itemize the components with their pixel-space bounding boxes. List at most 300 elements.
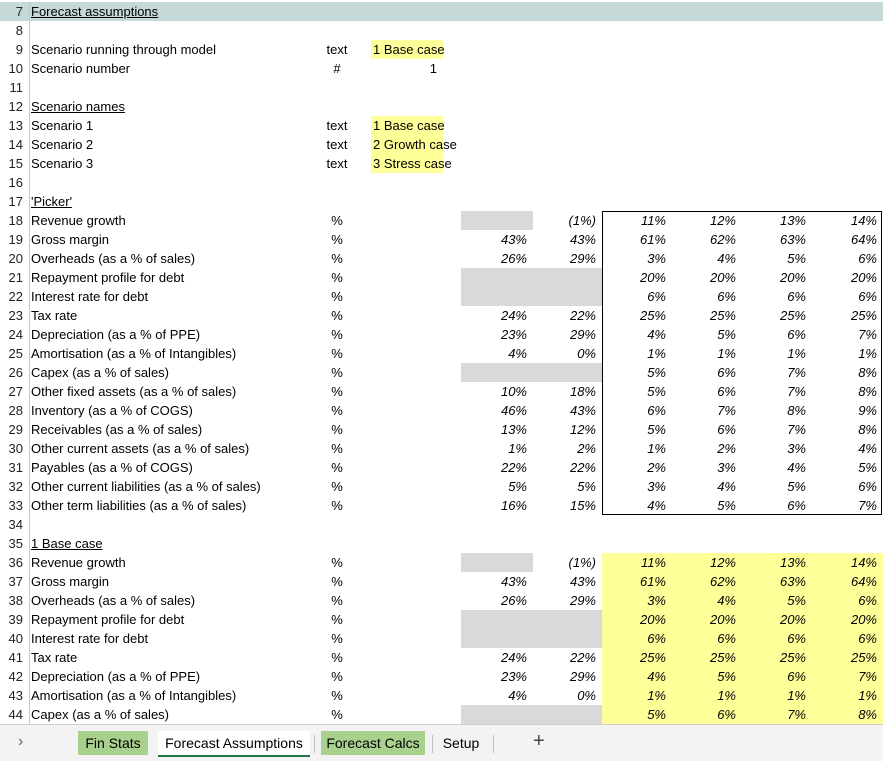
row-label[interactable]: Amortisation (as a % of Intangibles) [31,346,237,361]
forecast-value-cell[interactable]: 25% [850,308,877,323]
row-label[interactable]: Interest rate for debt [31,289,149,304]
forecast-value-cell[interactable]: 14% [850,213,877,228]
historic-value-cell[interactable]: 15% [569,498,596,513]
historic-value-cell[interactable]: 26% [500,251,527,266]
forecast-value-cell[interactable]: 11% [640,213,666,228]
forecast-value-cell[interactable]: 6% [858,289,877,304]
unit-cell[interactable]: % [331,612,343,627]
historic-value-cell[interactable]: 22% [569,650,596,665]
forecast-value-cell[interactable]: 6% [787,498,806,513]
forecast-value-cell[interactable]: 25% [709,650,736,665]
sheet-row [0,591,883,610]
forecast-value-cell[interactable]: 20% [709,270,736,285]
forecast-value-cell[interactable]: 3% [647,479,666,494]
row-number[interactable]: 16 [8,175,23,190]
row-number[interactable]: 12 [8,99,23,114]
forecast-value-cell[interactable]: 6% [717,707,736,722]
tab-setup[interactable]: Setup [442,735,480,751]
row-header-divider [29,686,30,705]
row-label[interactable]: Scenario running through model [31,42,217,57]
forecast-value-cell[interactable]: 6% [717,289,736,304]
forecast-value-cell[interactable]: 6% [647,631,666,646]
forecast-value-cell[interactable]: 4% [647,669,666,684]
sheet-row [0,515,883,534]
tab-fin-stats[interactable]: Fin Stats [78,731,148,755]
unit-cell[interactable]: # [333,61,341,76]
row-number[interactable]: 18 [8,213,23,228]
row-number[interactable]: 13 [8,118,23,133]
forecast-value-cell[interactable]: 7% [858,498,877,513]
row-header-divider [29,97,30,116]
historic-value-cell[interactable]: 5% [577,479,596,494]
scenario-number-cell[interactable]: 1 [429,61,437,76]
row-number[interactable]: 11 [9,80,23,95]
forecast-value-cell[interactable]: 7% [858,669,877,684]
forecast-value-cell[interactable]: 7% [787,707,806,722]
historic-value-cell[interactable]: 16% [500,498,527,513]
scenario-name-input[interactable]: 1 Base case [373,42,445,57]
forecast-value-cell[interactable]: 6% [858,631,877,646]
forecast-value-cell[interactable]: 12% [709,213,736,228]
historic-value-cell[interactable]: 5% [508,479,527,494]
unit-cell[interactable]: % [331,650,343,665]
tab-forecast-calcs[interactable]: Forecast Calcs [321,731,425,755]
row-label[interactable]: Capex (as a % of sales) [31,365,170,380]
row-label[interactable]: Payables (as a % of COGS) [31,460,193,475]
historic-blank-cell[interactable] [461,363,533,382]
row-header-divider [29,173,30,192]
historic-value-cell[interactable]: 22% [569,308,596,323]
forecast-value-cell[interactable]: 6% [717,365,736,380]
forecast-value-cell[interactable]: 25% [850,650,877,665]
forecast-value-cell[interactable]: 13% [779,213,806,228]
forecast-value-cell[interactable]: 20% [639,270,666,285]
unit-cell[interactable]: % [331,688,343,703]
forecast-value-cell[interactable]: 6% [647,403,666,418]
forecast-value-cell[interactable]: 5% [717,498,736,513]
historic-value-cell[interactable]: 18% [569,384,596,399]
forecast-value-cell[interactable]: 62% [709,232,736,247]
tab-separator [432,735,433,753]
row-number[interactable]: 27 [8,384,23,399]
historic-value-cell[interactable]: 24% [500,650,527,665]
row-number[interactable]: 39 [8,612,23,627]
row-label[interactable]: Scenario names [31,99,125,114]
row-header-divider [29,249,30,268]
forecast-value-cell[interactable]: 6% [717,631,736,646]
forecast-value-cell[interactable]: 20% [709,612,736,627]
row-header-divider [29,2,30,21]
historic-value-cell[interactable]: 22% [569,460,596,475]
historic-blank-cell[interactable] [533,610,602,629]
forecast-value-cell[interactable]: 3% [717,460,736,475]
forecast-value-cell[interactable]: 61% [639,232,666,247]
forecast-value-cell[interactable]: 6% [717,384,736,399]
add-sheet-icon[interactable]: + [533,730,545,752]
sheet-row [0,553,883,572]
forecast-value-cell[interactable]: 8% [858,422,877,437]
unit-cell[interactable]: % [331,441,343,456]
row-label[interactable]: Tax rate [31,308,78,323]
row-number[interactable]: 20 [8,251,23,266]
forecast-value-cell[interactable]: 7% [858,327,877,342]
forecast-value-cell[interactable]: 25% [709,308,736,323]
forecast-value-cell[interactable]: 13% [779,555,806,570]
forecast-value-cell[interactable]: 1% [647,346,666,361]
row-header-divider [29,154,30,173]
tab-forecast-assumptions[interactable]: Forecast Assumptions [158,731,310,757]
row-number[interactable]: 43 [8,688,23,703]
historic-value-cell[interactable]: 0% [577,346,596,361]
row-label[interactable]: Tax rate [31,650,78,665]
row-header-divider [29,439,30,458]
row-header-divider [29,135,30,154]
unit-cell[interactable]: % [331,574,343,589]
historic-value-cell[interactable]: 26% [500,593,527,608]
forecast-value-cell[interactable]: 8% [858,365,877,380]
unit-cell[interactable]: % [331,289,343,304]
row-number[interactable]: 36 [8,555,23,570]
forecast-value-cell[interactable]: 14% [850,555,877,570]
forecast-value-cell[interactable]: 5% [647,365,666,380]
forecast-value-cell[interactable]: 7% [717,403,736,418]
forecast-value-cell[interactable]: 5% [717,327,736,342]
forecast-value-cell[interactable]: 5% [787,251,806,266]
row-header-divider [29,40,30,59]
row-label[interactable]: Inventory (as a % of COGS) [31,403,193,418]
historic-value-cell[interactable]: 43% [500,232,527,247]
historic-value-cell[interactable]: 23% [500,327,527,342]
forecast-value-cell[interactable]: 25% [639,308,666,323]
row-label[interactable]: 'Picker' [31,194,73,209]
forecast-value-cell[interactable]: 7% [787,384,806,399]
forecast-value-cell[interactable]: 6% [647,289,666,304]
forecast-value-cell[interactable]: 6% [787,669,806,684]
forecast-value-cell[interactable]: 4% [717,479,736,494]
row-number[interactable]: 23 [8,308,23,323]
forecast-value-cell[interactable]: 25% [779,650,806,665]
historic-value-cell[interactable]: 10% [500,384,527,399]
historic-blank-cell[interactable] [533,629,602,648]
historic-value-cell[interactable]: 24% [500,308,527,323]
forecast-value-cell[interactable]: 4% [717,593,736,608]
historic-blank-cell[interactable] [461,287,533,306]
row-label[interactable]: Capex (as a % of sales) [31,707,170,722]
row-label[interactable]: Forecast assumptions [31,4,159,19]
scroll-tabs-icon[interactable]: › [18,733,24,750]
unit-cell[interactable]: % [331,232,343,247]
row-number[interactable]: 44 [8,707,23,722]
row-header-divider [29,458,30,477]
historic-blank-cell[interactable] [533,287,602,306]
forecast-value-cell[interactable]: 8% [858,384,877,399]
historic-value-cell[interactable]: 22% [500,460,527,475]
forecast-value-cell[interactable]: 8% [787,403,806,418]
historic-value-cell[interactable]: 23% [500,669,527,684]
unit-cell[interactable]: % [331,365,343,380]
row-number[interactable]: 38 [8,593,23,608]
row-number[interactable]: 30 [8,441,23,456]
row-number[interactable]: 9 [15,42,23,57]
unit-cell[interactable]: % [331,593,343,608]
unit-cell[interactable]: % [331,327,343,342]
forecast-value-cell[interactable]: 8% [858,707,877,722]
forecast-value-cell[interactable]: 6% [787,631,806,646]
row-label[interactable]: Amortisation (as a % of Intangibles) [31,688,237,703]
forecast-value-cell[interactable]: 7% [787,422,806,437]
row-header-divider [29,477,30,496]
row-number[interactable]: 24 [8,327,23,342]
forecast-value-cell[interactable]: 1% [647,441,666,456]
row-number[interactable]: 25 [8,346,23,361]
forecast-value-cell[interactable]: 5% [647,707,666,722]
unit-cell[interactable]: % [331,213,343,228]
forecast-value-cell[interactable]: 5% [787,479,806,494]
row-number[interactable]: 8 [15,23,23,38]
row-label[interactable]: Overheads (as a % of sales) [31,251,196,266]
row-label[interactable]: Other current assets (as a % of sales) [31,441,250,456]
unit-cell[interactable]: % [331,270,343,285]
row-label[interactable]: 1 Base case [31,536,103,551]
historic-blank-cell[interactable] [533,363,602,382]
row-label[interactable]: Overheads (as a % of sales) [31,593,196,608]
historic-value-cell[interactable]: 12% [569,422,596,437]
historic-blank-cell[interactable] [533,268,602,287]
row-number[interactable]: 41 [8,650,23,665]
historic-value-cell[interactable]: 29% [569,251,596,266]
historic-value-cell[interactable]: (1%) [568,213,596,228]
forecast-value-cell[interactable]: 1% [858,688,877,703]
historic-blank-cell[interactable] [461,268,533,287]
forecast-value-cell[interactable]: 64% [850,232,877,247]
forecast-value-cell[interactable]: 12% [709,555,736,570]
row-header-divider [29,344,30,363]
sheet-row [0,21,883,40]
forecast-value-cell[interactable]: 4% [717,251,736,266]
row-number[interactable]: 32 [8,479,23,494]
row-label[interactable]: Other fixed assets (as a % of sales) [31,384,237,399]
forecast-value-cell[interactable]: 3% [787,441,806,456]
historic-blank-cell[interactable] [461,610,533,629]
row-number[interactable]: 28 [8,403,23,418]
row-label[interactable]: Revenue growth [31,213,126,228]
row-header-divider [29,230,30,249]
sheet-row [0,572,883,591]
forecast-value-cell[interactable]: 2% [647,460,666,475]
forecast-value-cell[interactable]: 9% [858,403,877,418]
forecast-value-cell[interactable]: 20% [850,270,877,285]
forecast-value-cell[interactable]: 6% [858,479,877,494]
forecast-value-cell[interactable]: 5% [787,593,806,608]
row-number[interactable]: 17 [8,194,23,209]
forecast-value-cell[interactable]: 6% [858,593,877,608]
forecast-value-cell[interactable]: 64% [850,574,877,589]
historic-blank-cell[interactable] [533,705,602,724]
row-header-divider [29,591,30,610]
forecast-value-cell[interactable]: 63% [779,232,806,247]
historic-blank-cell[interactable] [461,705,533,724]
historic-value-cell[interactable]: 1% [508,441,527,456]
historic-value-cell[interactable]: 4% [508,688,527,703]
forecast-value-cell[interactable]: 5% [858,460,877,475]
forecast-value-cell[interactable]: 1% [717,346,736,361]
row-label[interactable]: Scenario number [31,61,130,76]
historic-value-cell[interactable]: 29% [569,669,596,684]
row-number[interactable]: 40 [8,631,23,646]
row-number[interactable]: 31 [8,460,23,475]
unit-cell[interactable]: % [331,346,343,361]
historic-value-cell[interactable]: (1%) [568,555,596,570]
unit-cell[interactable]: text [326,118,348,133]
unit-cell[interactable]: % [331,308,343,323]
historic-value-cell[interactable]: 29% [569,593,596,608]
row-number[interactable]: 37 [8,574,23,589]
sheet-row [0,173,883,192]
row-label[interactable]: Repayment profile for debt [31,270,185,285]
forecast-value-cell[interactable]: 20% [779,612,806,627]
row-label[interactable]: Depreciation (as a % of PPE) [31,327,201,342]
row-number[interactable]: 34 [8,517,23,532]
historic-value-cell[interactable]: 43% [569,574,596,589]
forecast-value-cell[interactable]: 62% [709,574,736,589]
historic-blank-cell[interactable] [461,629,533,648]
unit-cell[interactable]: % [331,251,343,266]
forecast-value-cell[interactable]: 6% [858,251,877,266]
row-number[interactable]: 33 [8,498,23,513]
unit-cell[interactable]: % [331,479,343,494]
forecast-value-cell[interactable]: 6% [787,327,806,342]
forecast-value-cell[interactable]: 63% [779,574,806,589]
historic-value-cell[interactable]: 29% [569,327,596,342]
historic-value-cell[interactable]: 2% [577,441,596,456]
unit-cell[interactable]: % [331,669,343,684]
forecast-value-cell[interactable]: 5% [717,669,736,684]
sheet-row [0,78,883,97]
unit-cell[interactable]: % [331,707,343,722]
unit-cell[interactable]: % [331,384,343,399]
historic-blank-cell[interactable] [461,211,533,230]
forecast-value-cell[interactable]: 11% [640,555,666,570]
row-header-divider [29,629,30,648]
scenario-name-input[interactable]: 1 Base case [373,118,445,133]
forecast-value-cell[interactable]: 1% [717,688,736,703]
forecast-value-cell[interactable]: 3% [647,251,666,266]
row-label[interactable]: Repayment profile for debt [31,612,185,627]
row-header-divider [29,325,30,344]
forecast-value-cell[interactable]: 4% [787,460,806,475]
forecast-value-cell[interactable]: 6% [717,422,736,437]
unit-cell[interactable]: % [331,422,343,437]
historic-value-cell[interactable]: 4% [508,346,527,361]
row-label[interactable]: Gross margin [31,232,110,247]
row-label[interactable]: Interest rate for debt [31,631,149,646]
row-number[interactable]: 35 [8,536,23,551]
row-number[interactable]: 29 [8,422,23,437]
row-label[interactable]: Revenue growth [31,555,126,570]
unit-cell[interactable]: % [331,555,343,570]
forecast-value-cell[interactable]: 4% [647,498,666,513]
sheet-row [0,135,883,154]
historic-blank-cell[interactable] [461,553,533,572]
forecast-value-cell[interactable]: 7% [787,365,806,380]
historic-value-cell[interactable]: 13% [500,422,527,437]
row-number[interactable]: 21 [8,270,23,285]
row-number[interactable]: 10 [8,61,23,76]
row-number[interactable]: 14 [8,137,23,152]
forecast-value-cell[interactable]: 61% [639,574,666,589]
unit-cell[interactable]: % [331,631,343,646]
historic-value-cell[interactable]: 43% [569,403,596,418]
row-header-divider [29,553,30,572]
forecast-value-cell[interactable]: 5% [647,384,666,399]
forecast-value-cell[interactable]: 1% [787,346,806,361]
row-header-divider [29,496,30,515]
unit-cell[interactable]: text [326,42,348,57]
row-label[interactable]: Scenario 1 [31,118,94,133]
historic-value-cell[interactable]: 46% [500,403,527,418]
scenario-name-input[interactable]: 2 Growth case [373,137,457,152]
forecast-value-cell[interactable]: 25% [779,308,806,323]
row-label[interactable]: Scenario 2 [31,137,94,152]
forecast-value-cell[interactable]: 1% [858,346,877,361]
row-label[interactable]: Scenario 3 [31,156,94,171]
tab-separator [493,735,494,753]
row-number[interactable]: 22 [8,289,23,304]
sheet-row [0,705,883,724]
unit-cell[interactable]: text [326,156,348,171]
unit-cell[interactable]: % [331,403,343,418]
forecast-value-cell[interactable]: 4% [858,441,877,456]
sheet-row [0,667,883,686]
forecast-value-cell[interactable]: 6% [787,289,806,304]
historic-value-cell[interactable]: 0% [577,688,596,703]
row-number[interactable]: 7 [15,4,23,19]
row-number[interactable]: 15 [8,156,23,171]
row-header-divider [29,363,30,382]
historic-value-cell[interactable]: 43% [500,574,527,589]
forecast-value-cell[interactable]: 20% [850,612,877,627]
forecast-value-cell[interactable]: 2% [717,441,736,456]
scenario-name-input[interactable]: 3 Stress case [373,156,452,171]
unit-cell[interactable]: % [331,460,343,475]
row-number[interactable]: 19 [8,232,23,247]
row-header-divider [29,78,30,97]
forecast-value-cell[interactable]: 1% [647,688,666,703]
unit-cell[interactable]: % [331,498,343,513]
forecast-value-cell[interactable]: 20% [639,612,666,627]
row-label[interactable]: Other current liabilities (as a % of sales) [31,479,261,494]
row-header-divider [29,287,30,306]
row-label[interactable]: Gross margin [31,574,110,589]
sheet-row [0,648,883,667]
forecast-value-cell[interactable]: 4% [647,327,666,342]
row-header-divider [29,268,30,287]
row-label[interactable]: Receivables (as a % of sales) [31,422,203,437]
historic-value-cell[interactable]: 43% [569,232,596,247]
row-header-divider [29,534,30,553]
forecast-value-cell[interactable]: 3% [647,593,666,608]
unit-cell[interactable]: text [326,137,348,152]
row-number[interactable]: 26 [8,365,23,380]
sheet-row [0,59,883,78]
row-label[interactable]: Depreciation (as a % of PPE) [31,669,201,684]
row-number[interactable]: 42 [8,669,23,684]
forecast-value-cell[interactable]: 5% [647,422,666,437]
forecast-value-cell[interactable]: 20% [779,270,806,285]
row-label[interactable]: Other term liabilities (as a % of sales) [31,498,247,513]
forecast-value-cell[interactable]: 1% [787,688,806,703]
forecast-value-cell[interactable]: 25% [639,650,666,665]
